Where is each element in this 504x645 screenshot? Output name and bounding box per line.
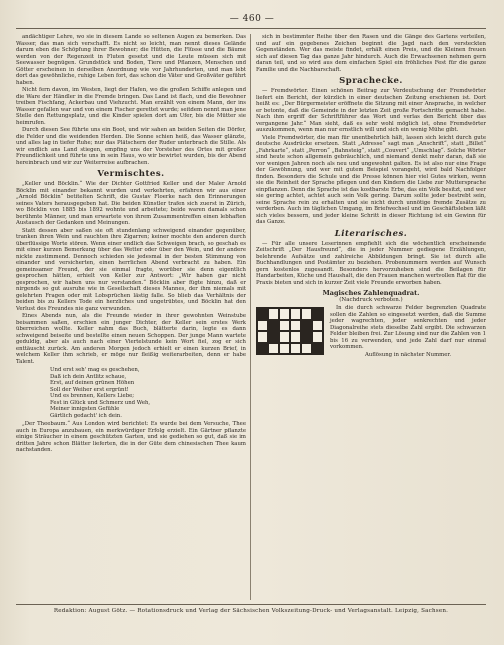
page-number: — 460 — bbox=[229, 14, 275, 24]
grid-cell bbox=[279, 308, 290, 320]
right-column bbox=[256, 34, 486, 600]
paragraph: Viele Fremdwörter, die man für unentbehrlich hält, lassen sich leicht durch gute deutsche Ausdrücke ersetzen. Statt „Adresse“ sagt man „Anschrift“, statt „Billet“ „Fahrkarte“, statt „Perron“ „Bahnsteig“, statt „Couvert“ „Umschlag“. Solche Wörter sind heute schon allgemein gebräuchlich, und niemand denkt mehr daran, daß sie vor wenigen Jahren noch als neu und ungewohnt galten. Es ist also nur eine Frage der Gewöhnung, und wer mit gutem Beispiel vorangeht, wird bald Nachfolger finden. Besonders die Schule und die Presse können hier viel Gutes wirken, wenn sie die Reinheit der Sprache pflegen und den Kindern die Liebe zur Muttersprache einpflanzen. Denn die Sprache ist das kostbarste Erbe, das ein Volk besitzt, und wer sie gering achtet, achtet auch sein Volk gering. Darum sollte jeder bestrebt sein, seine Sprache rein zu erhalten und sie nicht durch unnötige fremde Zusätze zu verderben. Auch im täglichen Umgang, im Briefwechsel und im Geschäftsleben läßt sich vieles bessern, und jeder kleine Schritt in dieser Richtung ist ein Gewinn für das Ganze. bbox=[256, 134, 486, 225]
puzzle-title: Magisches Zahlenquadrat. bbox=[322, 289, 420, 297]
grid-cell-black bbox=[257, 308, 268, 320]
poem-line: Daß ich dein Antlitz schaue, bbox=[50, 373, 127, 380]
paragraph: „Keller und Böcklin.“ Wie der Dichter Gottfried Keller und der Maler Arnold Böcklin mit einander bekannt wurden und verkehrten, erfahren wir aus einer „Arnold Böcklin“ betitelten Schrift, die Gustav Floerke nach den Erinnerungen seines Vaters herausgegeben hat. Die beiden Künstler trafen sich zuerst in Zürich, wo Böcklin von 1885 bis 1892 wohnte und arbeitete; beide waren damals schon berühmte Männer, und man erwartete von ihrem Zusammentreffen einen lebhaften Austausch der Gedanken und Meinungen. bbox=[16, 181, 246, 226]
puzzle-answer-note: Auflösung in nächster Nummer. bbox=[364, 351, 452, 358]
grid-cell-black bbox=[268, 331, 279, 343]
grid-cell bbox=[257, 331, 268, 343]
section-title-sprachecke: Sprachecke. bbox=[339, 76, 403, 86]
grid-cell bbox=[290, 343, 301, 355]
paragraph: Statt dessen aber saßen sie oft stundenlang schweigend einander gegenüber, tranken ihren Wein und rauchten ihre Zigarren; keiner mochte den anderen durch überflüssige Worte stören. Wenn einer endlich das Schweigen brach, so geschah es mit einer kurzen Bemerkung über das Wetter oder über den Wein, und der andere nickte zustimmend. Dennoch schieden sie jedesmal in der besten Stimmung von einander und versicherten, einen herrlichen Abend verbracht zu haben. Ein gemeinsamer Freund, der sie einmal fragte, worüber sie denn eigentlich gesprochen hätten, erhielt von Keller zur Antwort: „Wir haben gar nicht gesprochen, wir haben uns nur verstanden.“ Böcklin aber fügte hinzu, daß er nirgends so gut ausruhe wie in Gesellschaft dieses Mannes, der ihm niemals mit gelehrten Fragen oder mit Lobsprüchen lästig falle. So blieb das Verhältnis der beiden bis zu Kellers Tode ein herzliches und ungetrübtes, und Böcklin hat den Verlust des Freundes nie ganz verwunden. bbox=[16, 227, 246, 312]
sprachecke-body bbox=[256, 88, 486, 226]
header-rule bbox=[16, 28, 486, 29]
column-divider bbox=[250, 34, 251, 600]
grid-cell bbox=[301, 308, 312, 320]
grid-cell bbox=[279, 343, 290, 355]
grid-cell bbox=[279, 331, 290, 343]
paragraph: „Der Theebaum.“ Aus London wird berichtet: Es wurde bei dem Versuche, Thee auch in Europa anzubauen, ein merkwürdiger Erfolg erzielt. Ein Gärtner pflanzte einige Sträucher in einem geschützten Garten, und sie gediehen so gut, daß sie im dritten Jahre schon Blätter lieferten, die in der Güte dem chinesischen Thee kaum nachstanden. bbox=[16, 421, 246, 453]
puzzle-text bbox=[330, 305, 486, 359]
grid-cell-black bbox=[312, 308, 323, 320]
puzzle-subtitle: (Nachdruck verboten.) bbox=[339, 297, 403, 303]
grid-cell-black bbox=[301, 320, 312, 332]
grid-cell bbox=[290, 320, 301, 332]
puzzle-block bbox=[256, 305, 486, 359]
right-intro bbox=[256, 34, 486, 73]
paragraph: Eines Abends nun, als die Freunde wieder in ihrer gewohnten Weinstube beisammen saßen, erschien ein junger Dichter, der Keller sein erstes Werk überreichen wollte. Keller nahm das Buch, blätterte darin, legte es dann schweigend beiseite und bestellte einen neuen Schoppen. Der junge Mann wartete geduldig, aber als auch nach einer Viertelstunde kein Wort fiel, zog er sich enttäuscht zurück. Am anderen Morgen jedoch erhielt er einen kurzen Brief, in welchem Keller ihm schrieb, er möge nur fleißig weiterarbeiten, denn er habe Talent. bbox=[16, 313, 246, 365]
magic-square-grid bbox=[256, 307, 324, 355]
section-title-vermischtes: Vermischtes. bbox=[97, 169, 165, 179]
paragraph: — Für alle unsere Leserinnen empfiehlt sich die wöchentlich erscheinende Zeitschrift „Der Hausfreund“, die in jeder Nummer gediegene Erzählungen, belehrende Aufsätze und zahlreiche Abbildungen bringt. Sie ist durch alle Buchhandlungen und Postämter zu beziehen. Probenummern werden auf Wunsch gern kostenlos zugesandt. Besonders hervorzuheben sind die Beilagen für Handarbeiten, Küche und Haushalt, die den Frauen manchen wertvollen Rat für die Praxis bieten und sich in kurzer Zeit viele Freunde erworben haben. bbox=[256, 240, 486, 286]
imprint: Redaktion: August Götz. — Rotationsdruck und Verlag der Sächsischen Volkszeitung-Druck- und Verlagsanstalt. Leipzig, Sachsen. bbox=[53, 608, 449, 614]
grid-cell bbox=[290, 308, 301, 320]
grid-cell-black bbox=[268, 320, 279, 332]
paragraph: Durch diesen See führte uns ein Boot, und wir sahen an beiden Seiten die Dörfer, die Felder und die weidenden Herden. Die Sonne schien heiß, das Wasser glänzte, und alles lag in tiefer Ruhe; nur das Plätschern der Ruder unterbrach die Stille. Als wir endlich ans Land stiegen, empfing uns der Vorsteher des Ortes mit großer Freundlichkeit und führte uns in sein Haus, wo wir bewirtet wurden, bis der Abend hereinbrach und wir zur Weiterreise aufbrachen. bbox=[16, 127, 246, 166]
poem-line: Erst, auf deinen grünen Höhen bbox=[50, 380, 135, 386]
poem-line: Und erst seh' mag es geschehen, bbox=[50, 367, 140, 373]
grid-cell bbox=[301, 343, 312, 355]
grid-cell bbox=[257, 320, 268, 332]
poem-line: Meiner innigsten Gefühle bbox=[50, 406, 120, 412]
grid-cell bbox=[312, 331, 323, 343]
grid-cell bbox=[290, 331, 301, 343]
closing-article bbox=[16, 421, 246, 454]
paragraph: In die durch schwarze Felder begrenzten Quadrate sollen die Zahlen so eingesetzt werden, daß die Summe jeder wagrechten, jeder senkrechten und jeder Diagonalreihe stets dieselbe Zahl ergibt. Die schwarzen Felder bleiben frei. Zur Lösung sind nur die Zahlen von 1 bis 16 zu verwenden, und jede Zahl darf nur einmal vorkommen. bbox=[330, 305, 486, 350]
poem-line: Gärtlich gedacht' ich dein. bbox=[50, 412, 122, 419]
poem bbox=[50, 367, 246, 419]
vermischtes-body bbox=[16, 181, 246, 365]
grid-cell bbox=[312, 320, 323, 332]
paragraph: — Fremdwörter. Einen schönen Beitrag zur Verdeutschung der Fremdwörter liefert ein Bericht, der kürzlich in einer deutschen Zeitung erschienen ist. Dort heißt es: „Der Bürgermeister eröffnete die Sitzung mit einer Ansprache, in welcher er betonte, daß die Gemeinde in der letzten Zeit große Fortschritte gemacht habe. Nach ihm ergriff der Schriftführer das Wort und verlas den Bericht über das vergangene Jahr.“ Man sieht, daß es sehr wohl möglich ist, ohne Fremdwörter auszukommen, wenn man nur ernstlich will und sich ein wenig Mühe gibt. bbox=[256, 88, 486, 133]
section-title-literarisches: Literarisches. bbox=[334, 228, 408, 239]
grid-cell bbox=[268, 343, 279, 355]
left-column bbox=[16, 34, 246, 600]
grid-cell-black bbox=[312, 343, 323, 355]
grid-cell-black bbox=[301, 331, 312, 343]
grid-cell bbox=[279, 320, 290, 332]
paragraph: andächtiger Lehre, wo sie in diesem Lande so seltenen Augen zu bemerken. Das Wasser, das man sich verschafft. Es nicht so leicht, man nennt dieses Gelände darum eben die Schöpfung ihrer Bewohner; die Hütten, die Flüsse und die Bäume werden von der Regenzeit in Fluten gesetzt und die Leute müssen sich mit Seewasser begnügen. Grundstück und Boden, Tiere und Pflanzen, Menschen und Götter erscheinen in derselben Anordnung wie vor Jahrhunderten, und man lebt dort das gewöhnliche, ruhige Leben fort, das schon die Väter und Großväter geführt haben. bbox=[16, 34, 246, 86]
footer-rule bbox=[16, 604, 486, 605]
paragraph: Nicht fern davon, im Westen, liegt der Hafen, wo die großen Schiffe anlegen und die Ware der Händler in die Fremde bringen. Das Land ist flach, und die Bewohner treiben Fischfang, Ackerbau und Viehzucht. Man erzählt von einem Mann, der ins Wasser gefallen war und von einem Fischer gerettet wurde; seitdem nennt man jene Stelle den Rettungsplatz, und die Kinder spielen dort am Ufer, bis die Mütter sie heimrufen. bbox=[16, 87, 246, 126]
left-intro bbox=[16, 34, 246, 166]
grid-cell bbox=[268, 308, 279, 320]
poem-line: Fest in Glück und Schmerz und Weh, bbox=[50, 399, 151, 406]
poem-line: Und es brennen, Kellers Liebe; bbox=[50, 393, 135, 399]
literarisches-body bbox=[256, 241, 486, 287]
grid-cell-black bbox=[257, 343, 268, 355]
poem-line: Soll der Weiher erst ergrünt! bbox=[50, 386, 129, 393]
paragraph: sich in bestimmter Reihe über den Rasen und die Gänge des Gartens verteilen, und auf ein gegebenes Zeichen beginnt die Jagd nach den versteckten Gegenständen. Wer das meiste findet, erhält einen Preis, und die Kleinen freuen sich auf diesen Tag das ganze Jahr hindurch. Auch die Erwachsenen nehmen gern daran teil, und so wird aus dem einfachen Spiel ein fröhliches Fest für die ganze Familie und die Nachbarschaft. bbox=[256, 34, 486, 73]
